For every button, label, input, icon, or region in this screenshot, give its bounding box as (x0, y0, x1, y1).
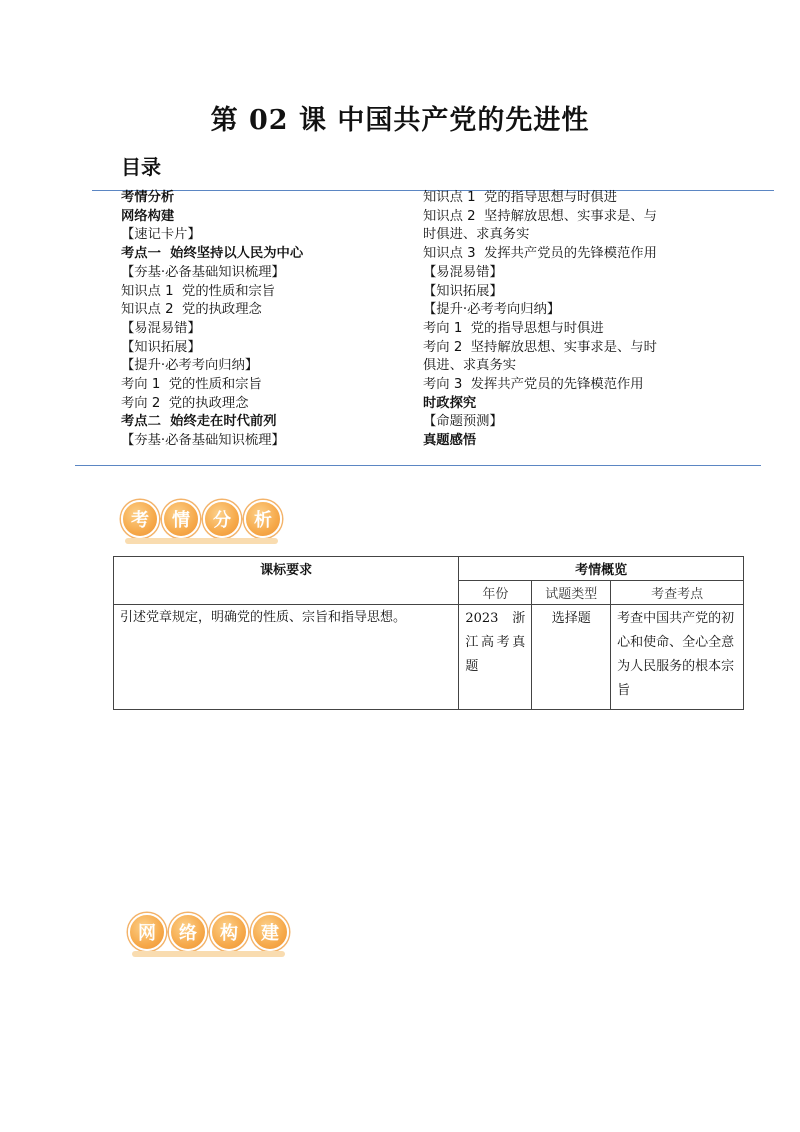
cell-type: 选择题 (532, 605, 611, 710)
section-badge-exam-analysis (121, 500, 282, 538)
subheader-point: 考查考点 (611, 581, 744, 605)
table-header-row (114, 557, 744, 581)
toc-heading: 目录 (121, 155, 161, 179)
badge-char: 网 (128, 913, 166, 951)
table-row (114, 605, 744, 710)
toc-item[interactable]: 【易混易错】 (423, 264, 503, 280)
toc-item[interactable]: 知识点 1 党的指导思想与时俱进 (423, 190, 617, 205)
badge-char: 络 (169, 913, 207, 951)
toc-item[interactable]: 【知识拓展】 (423, 283, 503, 299)
toc-item[interactable]: 知识点 2 党的执政理念 (121, 302, 262, 318)
toc-item[interactable]: 真题感悟 (423, 433, 477, 449)
section-badge-network (128, 913, 289, 951)
badge-char: 析 (244, 500, 282, 538)
toc-item[interactable]: 俱进、求真务实 (423, 358, 517, 374)
toc-right-column (423, 189, 713, 451)
cell-point: 考查中国共产党的初心和使命、全心全意为人民服务的根本宗旨 (611, 605, 744, 710)
toc-item[interactable]: 考点一 始终坚持以人民为中心 (121, 246, 304, 262)
subheader-year: 年份 (459, 581, 532, 605)
toc-item[interactable]: 时俱进、求真务实 (423, 227, 530, 243)
badge-char: 分 (203, 500, 241, 538)
toc-item[interactable]: 考向 1 党的指导思想与时俱进 (423, 320, 604, 336)
toc-item[interactable]: 考向 3 发挥共产党员的先锋模范作用 (423, 377, 644, 393)
header-overview: 考情概览 (459, 557, 744, 581)
toc-item[interactable]: 考向 1 党的性质和宗旨 (121, 377, 262, 393)
toc-item[interactable]: 【知识拓展】 (121, 339, 201, 355)
badge-char: 考 (121, 500, 159, 538)
toc-left-column (121, 189, 421, 451)
exam-overview-table (113, 556, 744, 710)
page-title: 第 02 课 中国共产党的先进性 (210, 105, 590, 136)
cell-year: 2023 浙江高考真题 (459, 605, 532, 710)
badge-char: 建 (251, 913, 289, 951)
toc-item[interactable]: 考情分析 (121, 190, 175, 205)
toc-item[interactable]: 知识点 2 坚持解放思想、实事求是、与 (423, 208, 657, 224)
cell-requirement: 引述党章规定，明确党的性质、宗旨和指导思想。 (114, 605, 459, 710)
toc-item[interactable]: 考向 2 党的执政理念 (121, 395, 249, 411)
subheader-type: 试题类型 (532, 581, 611, 605)
badge-underbar (125, 538, 278, 544)
toc-item[interactable]: 网络构建 (121, 208, 175, 224)
toc-item[interactable]: 【速记卡片】 (121, 227, 201, 243)
toc-item[interactable]: 【夯基·必备基础知识梳理】 (121, 264, 285, 280)
toc-item[interactable]: 考向 2 坚持解放思想、实事求是、与时 (423, 339, 657, 355)
toc-item[interactable]: 【提升·必考考向归纳】 (121, 358, 259, 374)
toc-item[interactable]: 【易混易错】 (121, 320, 201, 336)
badge-char: 构 (210, 913, 248, 951)
header-requirement: 课标要求 (114, 557, 459, 605)
toc-bottom-divider (75, 465, 761, 466)
badge-char: 情 (162, 500, 200, 538)
toc-item[interactable]: 考点二 始终走在时代前列 (121, 414, 277, 430)
toc-item[interactable]: 【命题预测】 (423, 414, 503, 430)
badge-underbar (132, 951, 285, 957)
toc-item[interactable]: 【夯基·必备基础知识梳理】 (121, 433, 285, 449)
toc-item[interactable]: 知识点 1 党的性质和宗旨 (121, 283, 276, 299)
toc-item[interactable]: 【提升·必考考向归纳】 (423, 302, 561, 318)
toc-item[interactable]: 知识点 3 发挥共产党员的先锋模范作用 (423, 246, 657, 262)
toc-item[interactable]: 时政探究 (423, 395, 477, 411)
